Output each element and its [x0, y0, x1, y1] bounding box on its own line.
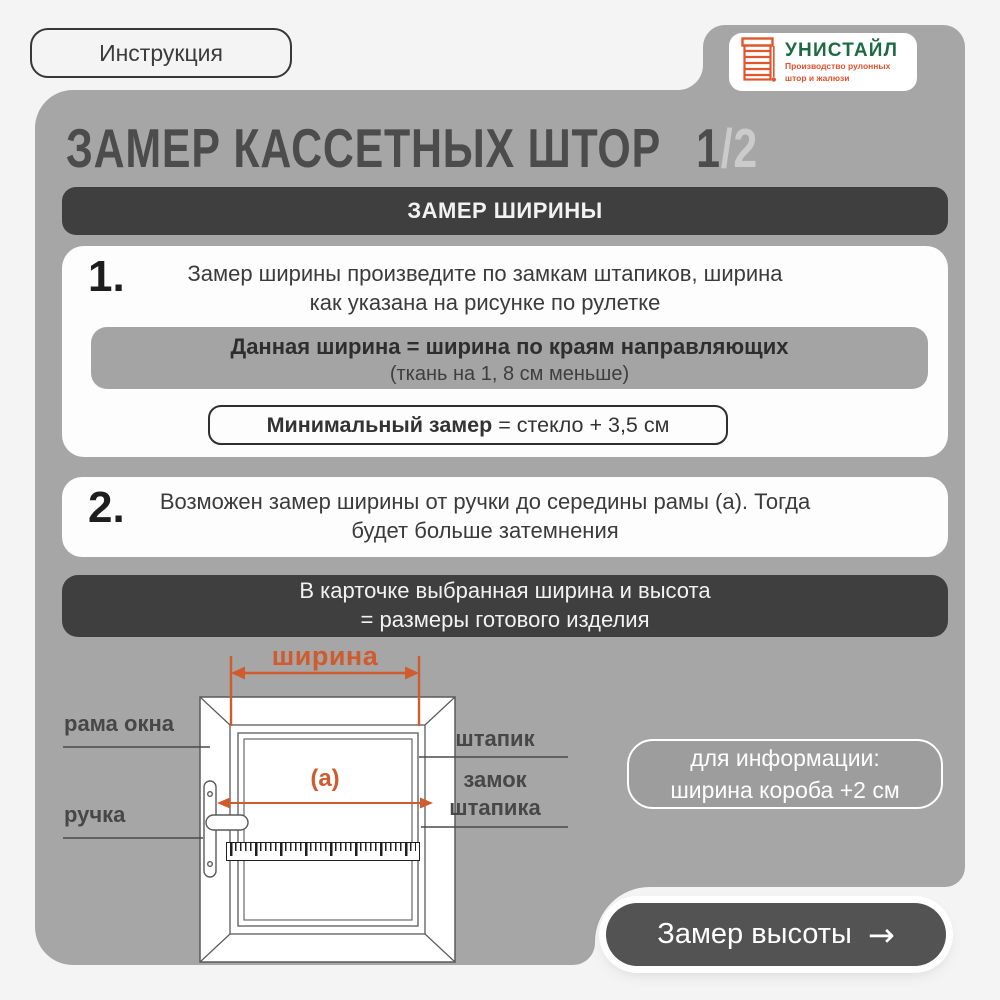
page-indicator: [696, 116, 758, 180]
height-measure-button-label: Замер высоты: [657, 918, 852, 950]
width-section-header: ЗАМЕР ШИРИНЫ: [62, 187, 948, 235]
bead-lock-label: замок штапика: [449, 767, 541, 820]
step1-number: 1.: [88, 252, 125, 301]
step2-card: [62, 477, 948, 557]
height-measure-button[interactable]: [606, 903, 946, 966]
page-total: /2: [720, 117, 759, 179]
logo-tagline: штор и жалюзи: [785, 72, 850, 83]
width-dimension-label: ширина: [271, 641, 379, 671]
step2-text: Возможен замер ширины от ручки до середины рамы (а). Тогда будет больше затемнения: [159, 489, 811, 544]
page-title: ЗАМЕР КАССЕТНЫХ ШТОР: [66, 117, 661, 179]
bead-label: штапик: [455, 726, 535, 751]
step1-text: Замер ширины произведите по замкам штапиков, ширина как указана на рисунке по рулетке: [187, 261, 783, 316]
instruction-button[interactable]: [30, 28, 292, 78]
step1-card: [62, 246, 948, 457]
minimum-measure-box: Минимальный замер = стекло + 3,5 см: [208, 405, 728, 445]
info-box: для информации: ширина короба +2 см: [627, 739, 943, 809]
measuring-tape: [226, 842, 420, 861]
a-dimension-label: (а): [310, 765, 340, 792]
frame-label: рама окна: [64, 711, 174, 736]
page-current: 1: [696, 117, 721, 179]
product-size-note: В карточке выбранная ширина и высота = размеры готового изделия: [62, 575, 948, 637]
step2-number: 2.: [88, 483, 125, 532]
handle-label: ручка: [64, 802, 126, 827]
logo-tagline: Производство рулонных: [785, 60, 891, 71]
arrow-right-icon: →: [867, 915, 895, 954]
width-note-box: Данная ширина = ширина по краям направляющих (ткань на 1, 8 см меньше): [91, 327, 928, 389]
logo-title: УНИСТАЙЛ: [785, 39, 899, 61]
blinds-icon: [741, 37, 777, 88]
instruction-button-label: Инструкция: [99, 39, 223, 66]
logo: [729, 33, 917, 91]
